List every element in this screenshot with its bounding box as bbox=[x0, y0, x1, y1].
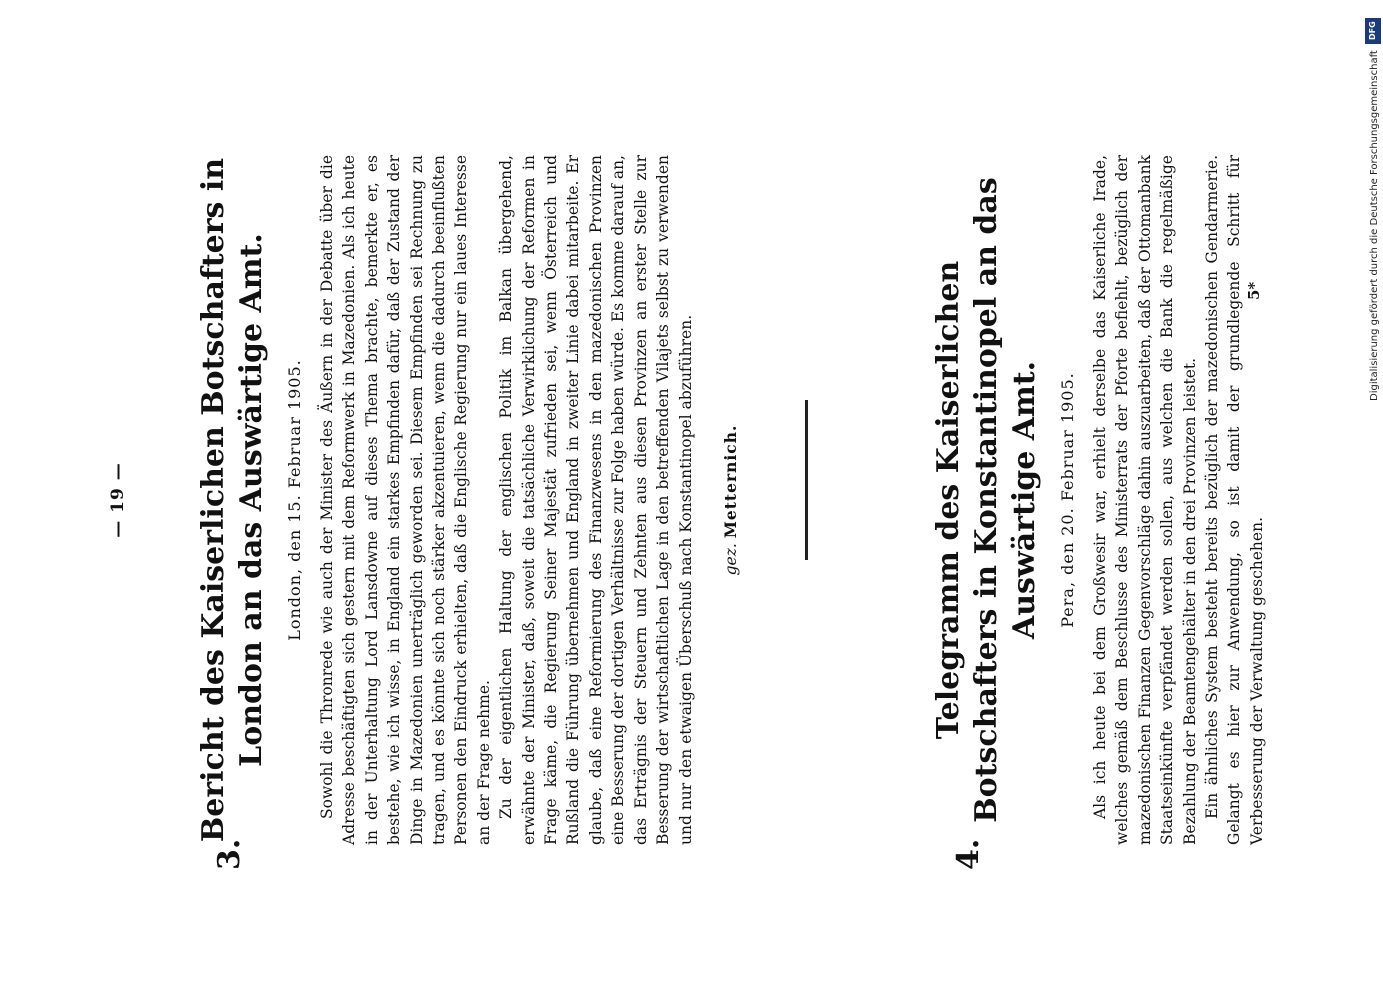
page-number: — 19 — bbox=[108, 462, 128, 538]
section-4-paragraph: Als ich heute bei dem Großwesir war, erhielt derselbe das Kaiserliche Irade, welches gemäß dem Beschlusse des Ministerrats der Pforte befiehlt, bezüglich der mazedonischen Finanzen Gegenvorschläge dahin auszuarbeiten, daß der Ottomanbank Staatseinkünfte verpfändet werden sollen, aus welchen die Bank die regelmäßige Bezahlung der Beamtengehälter in den drei Provinzen leistet. bbox=[1091, 155, 1199, 845]
section-4-dateline: Pera, den 20. Februar 1905. bbox=[1058, 372, 1077, 628]
section-3-heading bbox=[195, 155, 271, 870]
section-3-paragraph: Sowohl die Thronrede wie auch der Minister des Äußern in der Debatte über die Adresse beschäftigten sich gestern mit dem Reformwerk in Mazedonien. Als ich heute in der Unterhaltung Lord Lansdowne auf dieses Thema brachte, bemerkte er, es bestehe, wie ich wisse, in England ein starkes Empfinden dafür, daß der Zustand der Dinge in Mazedonien unerträglich geworden sei. Diesem Empfinden sei Rechnung zu tragen, und es könnte sich noch stärker akzentuieren, wenn die dadurch beeinflußten Personen den Eindruck erhielten, daß die Englische Regierung nur ein laues Interesse an der Frage nehme. bbox=[318, 155, 493, 845]
section-4-number: 4. bbox=[951, 838, 986, 870]
sheet-mark: 5* bbox=[1245, 281, 1263, 300]
section-3-paragraph: Zu der eigentlichen Haltung der englischen Politik im Balkan übergehend, erwähnte der Minister, daß, soweit die tatsächliche Verwirklichung der Reformen in Frage käme, die Regierung Seiner Majestät zufrieden sei, wenn Österreich und Rußland die Führung übernehmen und England in zweiter Linie dabei mitarbeite. Er glaube, daß eine Reformierung des Finanzwesens in den mazedonischen Provinzen eine Besserung der dortigen Verhältnisse zur Folge haben würde. Es komme darauf an, das Erträgnis der Steuern und Zehnten aus diesen Provinzen an erster Stelle zur Besserung der wirtschaftlichen Lage in den betreffenden Vilajets selbst zu verwenden und nur den etwaigen Überschuß nach Konstantinopel abzuführen. bbox=[497, 155, 695, 845]
section-4-paragraph: Ein ähnliches System besteht bereits bezüglich der mazedonischen Gendarmerie. Gelangt es hier zur Anwendung, so ist damit der grundlegende Schritt für Verbesserung der Verwaltung geschehen. bbox=[1203, 155, 1266, 845]
dfg-logo: DFG bbox=[1365, 18, 1381, 44]
digitization-note bbox=[1363, 10, 1383, 1000]
section-4 bbox=[930, 155, 1268, 870]
signature-name: Metternich. bbox=[720, 424, 740, 539]
section-3 bbox=[195, 155, 740, 870]
section-3-title: Bericht des Kaiserlichen Botschafters in London an das Auswärtige Amt. bbox=[196, 157, 269, 843]
signature bbox=[721, 155, 740, 845]
signature-prefix: gez. bbox=[721, 543, 740, 576]
section-4-heading bbox=[930, 155, 1044, 870]
section-divider bbox=[805, 400, 808, 560]
digitization-text: Digitalisierung gefördert durch die Deutsche Forschungsgemeinschaft bbox=[1369, 50, 1380, 401]
section-3-dateline: London, den 15. Februar 1905. bbox=[285, 359, 304, 641]
section-4-title: Telegramm des Kaiserlichen Botschafters in Konstantinopel an das Auswärtige Amt. bbox=[931, 177, 1042, 823]
section-3-number: 3. bbox=[212, 838, 247, 870]
